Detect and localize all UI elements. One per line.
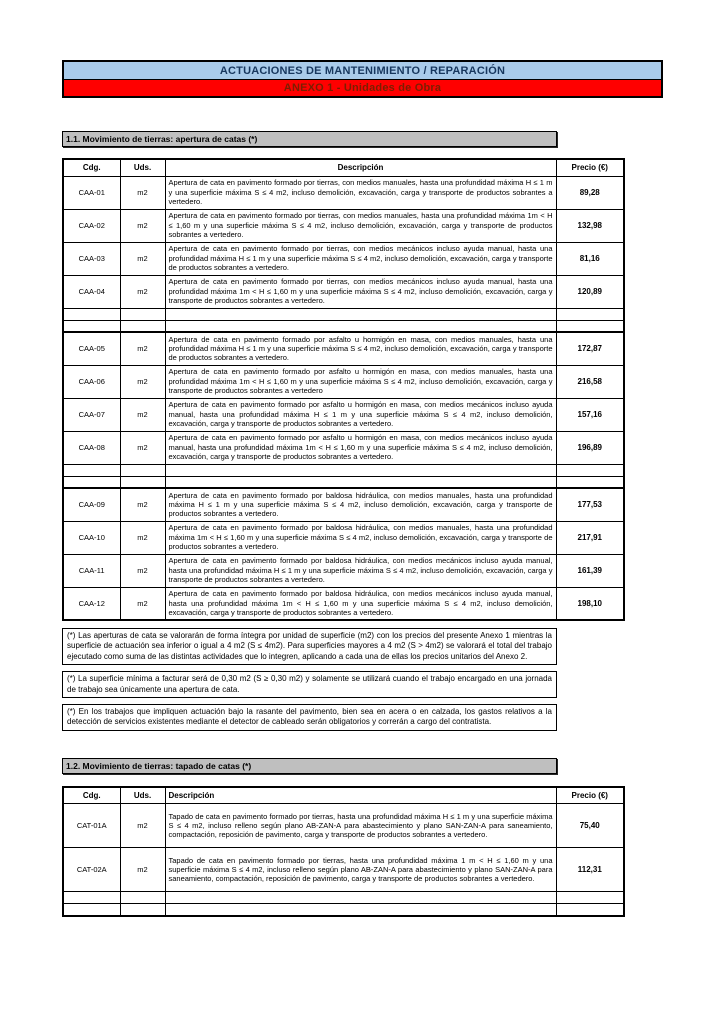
row-units: m2 <box>120 521 165 554</box>
row-price: 172,87 <box>556 332 624 365</box>
col-header-descripcion: Descripción <box>165 159 556 176</box>
table-row <box>63 365 624 398</box>
row-units: m2 <box>120 488 165 521</box>
table-row <box>63 176 624 209</box>
document-subtitle-bar <box>64 79 661 96</box>
row-units: m2 <box>120 554 165 587</box>
row-price: 81,16 <box>556 242 624 275</box>
row-price: 198,10 <box>556 587 624 620</box>
footnote-deteccion-servicios: (*) En los trabajos que impliquen actuación bajo la rasante del pavimento, bien sea en acera o en calzada, los gastos relativos a la detección de servicios existentes mediante el detector de cableado serán obligatorios y correrán a cargo del contratista. <box>62 704 557 731</box>
row-units: m2 <box>120 587 165 620</box>
table-row <box>63 521 624 554</box>
row-description: Apertura de cata en pavimento formado por baldosa hidráulica, con medios manuales, hasta una profundidad máxima H ≤ 1 m y una superficie máxima S ≤ 4 m2, incluso demolición, excavación, carga y transporte de productos sobrantes a vertedero. <box>165 488 556 521</box>
table-row <box>63 431 624 464</box>
row-code <box>63 904 120 916</box>
row-code <box>63 476 120 488</box>
document-title: ACTUACIONES DE MANTENIMIENTO / REPARACIÓN <box>219 64 506 77</box>
row-code: CAT-01A <box>63 804 120 848</box>
footnote-superficie-minima: (*) La superficie mínima a facturar será de 0,30 m2 (S ≥ 0,30 m2) y solamente se utilizará cuando el trabajo encargado en una jornada de trabajo sea únicamente una apertura de cata. <box>62 671 557 698</box>
row-units <box>120 904 165 916</box>
col-header-codigo: Cdg. <box>63 787 120 804</box>
row-description <box>165 320 556 332</box>
row-description <box>165 892 556 904</box>
table-row-empty <box>63 476 624 488</box>
col-header-descripcion: Descripción <box>165 787 556 804</box>
row-description: Apertura de cata en pavimento formado por tierras, con medios mecánicos incluso ayuda manual, hasta una profundidad máxima H ≤ 1 m y una superficie máxima S ≤ 4 m2, incluso demolición, excavación, carga y transporte de productos sobrantes a vertedero. <box>165 242 556 275</box>
row-units: m2 <box>120 398 165 431</box>
col-header-precio: Precio (€) <box>556 159 624 176</box>
table-row <box>63 332 624 365</box>
row-units <box>120 320 165 332</box>
row-code <box>63 892 120 904</box>
row-units: m2 <box>120 431 165 464</box>
row-description: Apertura de cata en pavimento formado por tierras, con medios mecánicos incluso ayuda manual, hasta una profundidad máxima 1m < H ≤ 1,60 m y una superficie máxima S ≤ 4 m2, incluso demolición, excavación, carga y transporte de productos sobrantes a vertedero. <box>165 275 556 308</box>
footnote-valoracion: (*) Las aperturas de cata se valorarán de forma íntegra por unidad de superficie (m2) con los precios del presente Anexo 1 mientras la superficie de actuación sea inferior o igual a 4 m2 (S ≤ 4m2). Para superficies mayores a 4 m2 (S > 4m2) se valorará el total del trabajo ejecutado como suma de las distintas actividades que lo integren, aplicando a cada una de ellas los precios unitarios del Anexo 2. <box>62 628 557 665</box>
table-row <box>63 209 624 242</box>
row-description <box>165 476 556 488</box>
row-price: 89,28 <box>556 176 624 209</box>
row-price: 217,91 <box>556 521 624 554</box>
row-description: Apertura de cata en pavimento formado por baldosa hidráulica, con medios manuales, hasta una profundidad máxima 1m < H ≤ 1,60 m y una superficie máxima S ≤ 4 m2, incluso demolición, excavación, carga y transporte de productos sobrantes a vertedero. <box>165 521 556 554</box>
row-code: CAA-03 <box>63 242 120 275</box>
row-description <box>165 464 556 476</box>
row-code <box>63 308 120 320</box>
document-title-bar <box>64 62 661 79</box>
section-1-1-heading: 1.1. Movimiento de tierras: apertura de catas (*) <box>62 131 557 147</box>
row-description: Apertura de cata en pavimento formado por tierras, con medios manuales, hasta una profundidad máxima H ≤ 1 m y una superficie máxima S ≤ 4 m2, incluso demolición, excavación, carga y transporte de productos sobrantes a vertedero. <box>165 176 556 209</box>
col-header-precio: Precio (€) <box>556 787 624 804</box>
row-units <box>120 464 165 476</box>
section-1-2-heading: 1.2. Movimiento de tierras: tapado de catas (*) <box>62 758 557 774</box>
table-row <box>63 804 624 848</box>
row-price: 161,39 <box>556 554 624 587</box>
col-header-unidades: Uds. <box>120 159 165 176</box>
row-units <box>120 892 165 904</box>
row-code: CAA-08 <box>63 431 120 464</box>
row-price: 132,98 <box>556 209 624 242</box>
row-description: Apertura de cata en pavimento formado por asfalto u hormigón en masa, con medios manuales, hasta una profundidad máxima H ≤ 1 m y una superficie máxima S ≤ 4 m2, incluso demolición, excavación, carga y transporte de productos sobrantes a vertedero. <box>165 332 556 365</box>
table-row <box>63 398 624 431</box>
row-price <box>556 476 624 488</box>
table-row-empty <box>63 320 624 332</box>
row-description: Tapado de cata en pavimento formado por tierras, hasta una profundidad máxima H ≤ 1 m y una superficie máxima S ≤ 4 m2, incluso relleno según plano AB-ZAN-A para abastecimiento y plano SAN-ZAN-A para saneamiento, compactación, reposición de pavimento, carga y transporte de productos sobrantes a vertedero. <box>165 804 556 848</box>
row-code <box>63 320 120 332</box>
row-price: 120,89 <box>556 275 624 308</box>
row-price <box>556 308 624 320</box>
row-code: CAA-04 <box>63 275 120 308</box>
row-price <box>556 904 624 916</box>
row-units: m2 <box>120 242 165 275</box>
table-row <box>63 275 624 308</box>
document-header <box>62 60 663 98</box>
row-description: Apertura de cata en pavimento formado por tierras, con medios manuales, hasta una profundidad máxima 1m < H ≤ 1,60 m y una superficie máxima S ≤ 4 m2, incluso demolición, excavación, carga y transporte de productos sobrantes a vertedero. <box>165 209 556 242</box>
row-price: 196,89 <box>556 431 624 464</box>
col-header-codigo: Cdg. <box>63 159 120 176</box>
row-units <box>120 308 165 320</box>
tapado-catas-table <box>62 786 625 917</box>
row-code: CAA-05 <box>63 332 120 365</box>
row-price: 216,58 <box>556 365 624 398</box>
table-row-empty <box>63 308 624 320</box>
row-code <box>63 464 120 476</box>
row-description: Apertura de cata en pavimento formado por asfalto u hormigón en masa, con medios mecánicos incluso ayuda manual, hasta una profundidad máxima 1m < H ≤ 1,60 m y una superficie máxima S ≤ 4 m2, incluso demolición, excavación, carga y transporte de productos sobrantes a vertedero. <box>165 431 556 464</box>
row-price <box>556 892 624 904</box>
row-units: m2 <box>120 848 165 892</box>
row-price: 75,40 <box>556 804 624 848</box>
table-row-empty <box>63 464 624 476</box>
table-header-row <box>63 159 624 176</box>
table-row-empty <box>63 892 624 904</box>
document-subtitle: ANEXO 1 - Unidades de Obra <box>283 82 442 94</box>
row-price: 157,16 <box>556 398 624 431</box>
row-description: Apertura de cata en pavimento formado por asfalto u hormigón en masa, con medios mecánicos incluso ayuda manual, hasta una profundidad máxima H ≤ 1 m y una superficie máxima S ≤ 4 m2, incluso demolición, excavación, carga y transporte de productos sobrantes a vertedero. <box>165 398 556 431</box>
row-units: m2 <box>120 365 165 398</box>
row-description: Apertura de cata en pavimento formado por baldosa hidráulica, con medios mecánicos incluso ayuda manual, hasta una profundidad máxima H ≤ 1 m y una superficie máxima S ≤ 4 m2, incluso demolición, excavación, carga y transporte de productos sobrantes a vertedero. <box>165 554 556 587</box>
col-header-unidades: Uds. <box>120 787 165 804</box>
row-description: Apertura de cata en pavimento formado por baldosa hidráulica, con medios mecánicos incluso ayuda manual, hasta una profundidad máxima 1m < H ≤ 1,60 m y una superficie máxima S ≤ 4 m2, incluso demolición, excavación, carga y transporte de productos sobrantes a vertedero. <box>165 587 556 620</box>
row-units: m2 <box>120 804 165 848</box>
row-description <box>165 904 556 916</box>
document-content <box>62 60 663 917</box>
table-row <box>63 848 624 892</box>
row-units: m2 <box>120 209 165 242</box>
apertura-catas-table <box>62 158 625 621</box>
row-description: Tapado de cata en pavimento formado por tierras, hasta una profundidad máxima 1 m < H ≤ 1,60 m y una superficie máxima S ≤ 4 m2, incluso relleno según plano AB-ZAN-A para abastecimiento y plano SAN-ZAN-A para saneamiento, compactación, reposición de pavimento, carga y transporte de productos sobrantes a vertedero. <box>165 848 556 892</box>
row-code: CAA-10 <box>63 521 120 554</box>
row-price <box>556 320 624 332</box>
row-description: Apertura de cata en pavimento formado por asfalto u hormigón en masa, con medios manuales, hasta una profundidad máxima 1m < H ≤ 1,60 m y una superficie máxima S ≤ 4 m2, incluso demolición, excavación, carga y transporte de productos sobrantes a vertedero <box>165 365 556 398</box>
row-units: m2 <box>120 176 165 209</box>
table-row-empty <box>63 904 624 916</box>
row-price <box>556 464 624 476</box>
row-code: CAA-11 <box>63 554 120 587</box>
row-code: CAA-07 <box>63 398 120 431</box>
row-description <box>165 308 556 320</box>
row-units: m2 <box>120 332 165 365</box>
row-code: CAA-06 <box>63 365 120 398</box>
row-code: CAA-02 <box>63 209 120 242</box>
row-units <box>120 476 165 488</box>
table-header-row <box>63 787 624 804</box>
row-price: 177,53 <box>556 488 624 521</box>
table-row <box>63 242 624 275</box>
table-row <box>63 587 624 620</box>
row-code: CAA-09 <box>63 488 120 521</box>
row-code: CAT-02A <box>63 848 120 892</box>
row-code: CAA-01 <box>63 176 120 209</box>
row-price: 112,31 <box>556 848 624 892</box>
row-units: m2 <box>120 275 165 308</box>
table-row <box>63 554 624 587</box>
row-code: CAA-12 <box>63 587 120 620</box>
table-row <box>63 488 624 521</box>
